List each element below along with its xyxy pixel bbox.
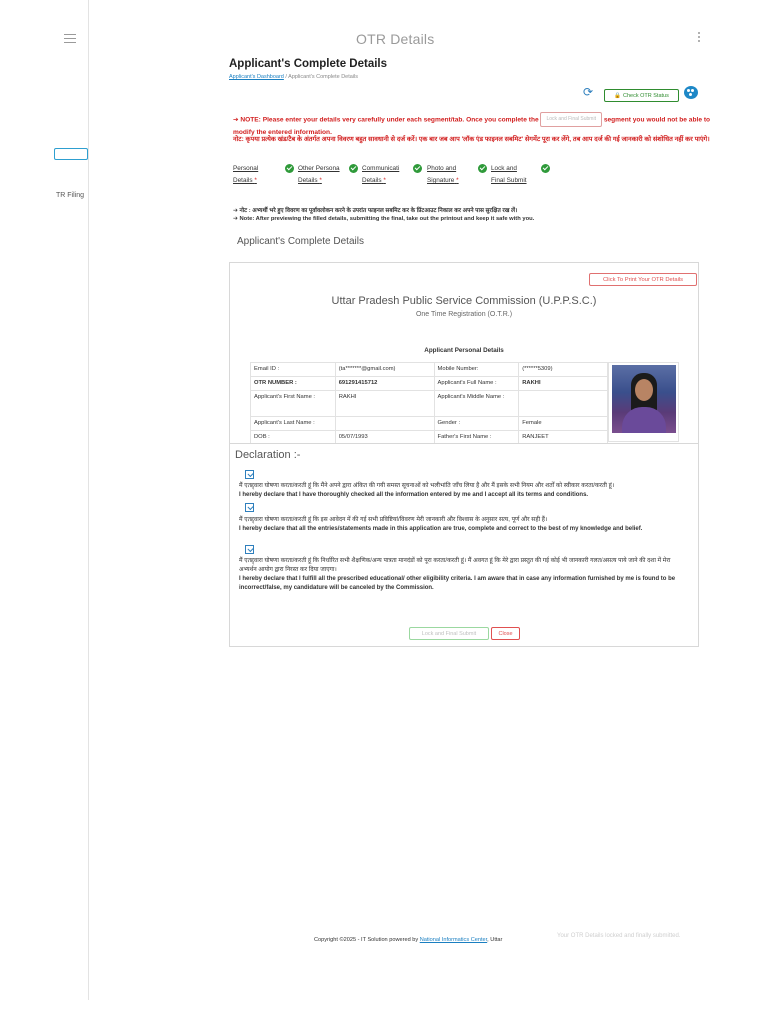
tab-other-personal-details[interactable]: Other Persona Details * [298, 165, 340, 184]
tab-communication-details[interactable]: Communicati Details * [362, 165, 400, 184]
declaration-checkbox-1[interactable] [245, 470, 254, 479]
footer-copyright [314, 937, 551, 943]
declaration-checkbox-3[interactable] [245, 545, 254, 554]
table-cell-value: RANJEET [519, 431, 608, 445]
applicant-photo-cell [608, 362, 679, 442]
organization-subtitle: One Time Registration (O.T.R.) [415, 311, 513, 318]
lock-icon: 🔒 [614, 92, 621, 99]
sidebar-search-box[interactable] [54, 148, 88, 160]
table-cell-label: Applicant's First Name : [251, 391, 336, 417]
segment-tabs [233, 163, 563, 187]
table-cell-label: DOB : [251, 431, 336, 445]
breadcrumb [229, 74, 358, 80]
table-row [251, 377, 608, 391]
declaration-1-hindi: मैं एतद्द्वारा घोषणा करता/करती हूं कि मैंने अपने द्वारा अंकित की गयी समस्त सूचनाओं को भलीभांति जाँच लिया है और मैं इसके सभी नियम और शर्तों को स्वीकार करता/करती हूं। [239, 483, 615, 489]
check-otr-status-button[interactable] [604, 89, 679, 102]
table-row [251, 391, 608, 417]
table-cell-label: Mobile Number: [434, 363, 519, 377]
check-circle-icon [478, 164, 487, 173]
sidebar [0, 0, 89, 1000]
table-cell-label: Email ID : [251, 363, 336, 377]
table-cell-label: Applicant's Full Name : [434, 377, 519, 391]
app-title: OTR Details [356, 31, 435, 47]
personal-details-heading: Applicant Personal Details [424, 347, 504, 354]
print-otr-details-button[interactable]: Click To Print Your OTR Details [589, 273, 697, 286]
table-cell-value: 691291415712 [335, 377, 434, 391]
table-cell-value: Female [519, 417, 608, 431]
check-circle-icon [541, 164, 550, 173]
table-cell-value: RAKHI [335, 391, 434, 417]
note-en-part2: segment you would not be able to modify the entered information. [233, 116, 711, 136]
note-hindi: नोट: कृपया प्रत्येक खंड/टैब के अंतर्गत अपना विवरण बहुत सावधानी से दर्ज करें। एक बार जब आप 'लॉक एंड फाइनल सबमिट' सेगमेंट पूरा कर लेंगे, तब आप दर्ज की गई जानकारी को संशोधित नहीं कर पाएंगे। [233, 136, 710, 143]
table-cell-label: Father's First Name : [434, 431, 519, 445]
hamburger-menu-icon[interactable] [64, 34, 76, 43]
organization-name: Uttar Pradesh Public Service Commission (U.P.P.S.C.) [331, 295, 597, 307]
declaration-3-hindi: मैं एतद्द्वारा घोषणा करता/करती हूं कि निर्धारित सभी शैक्षणिक/अन्य पात्रता मानदंडों को पूरा करता/करती हूं। मैं अवगत हूं कि मेरे द्वारा प्रस्तुत की गई कोई भी जानकारी गलत/असत्य पाये जाने की दशा में मेरा अभ्यर्थन आयोग द्वारा निरस्त कर दिया जाएगा। [239, 558, 671, 573]
declaration-title: Declaration :- [235, 449, 301, 461]
sidebar-item-otr-filing[interactable]: TR Filing [56, 192, 85, 199]
table-cell-label: Applicant's Middle Name : [434, 391, 519, 417]
close-button[interactable]: Close [491, 627, 520, 640]
table-cell-value: (******5309) [519, 363, 608, 377]
table-cell-label: OTR NUMBER : [251, 377, 336, 391]
check-otr-status-label: Check OTR Status [623, 92, 669, 99]
tab-photo-and-signature[interactable]: Photo and Signature * [427, 165, 459, 184]
check-circle-icon [349, 164, 358, 173]
table-cell-value: 05/07/1993 [335, 431, 434, 445]
section-title: Applicant's Complete Details [237, 236, 364, 247]
declaration-2-english: I hereby declare that all the entries/statements made in this application are true, complete and correct to the best of my knowledge and belief. [239, 526, 643, 532]
tab-personal-details[interactable]: Personal Details * [233, 165, 259, 184]
personal-details-table [250, 362, 608, 445]
table-cell-value [519, 391, 608, 417]
applicant-photo [612, 365, 676, 433]
table-cell-value [335, 417, 434, 431]
breadcrumb-dashboard-link[interactable]: Applicant's Dashboard [229, 74, 284, 80]
footer-prefix: Copyright ©2025 - IT Solution powered by [314, 937, 420, 943]
table-cell-value: (ta*******@gmail.com) [335, 363, 434, 377]
check-circle-icon [413, 164, 422, 173]
footer-suffix: , Uttar [487, 937, 503, 943]
table-cell-label: Gender : [434, 417, 519, 431]
more-options-icon[interactable] [697, 32, 701, 44]
after-preview-note-hindi: ➔ नोट : अभ्यर्थी भरे हुए विवरण का पूर्वावलोकन करने के उपरांत फाइनल सबमिट कर के प्रिंटआउट निकाल कर अपने पास सुरक्षित रख लें। [233, 208, 518, 214]
declaration-3-english: I hereby declare that I fulfill all the prescribed educational/ other eligibility criteria. I am aware that in case any information furnished by me is found to be incorrect/false, my candidature will be canceled by the Commission. [239, 576, 676, 591]
note-en-part1: ➔ NOTE: Please enter your details very carefully under each segment/tab. Once you complete the [233, 116, 539, 124]
theme-palette-icon[interactable] [684, 86, 698, 99]
table-row [251, 363, 608, 377]
breadcrumb-current: Applicant's Complete Details [288, 74, 359, 80]
declaration-2-hindi: मैं एतद्द्वारा घोषणा करता/करती हूं कि इस आवेदन में की गई सभी प्रविष्टियां/विवरण मेरी जानकारी और विश्वास के अनुसार सत्य, पूर्ण और सही हैं। [239, 517, 548, 523]
declaration-checkbox-2[interactable] [245, 503, 254, 512]
note-lock-final-submit-button[interactable]: Lock and Final Submit [540, 112, 601, 127]
table-cell-value: RAKHI [519, 377, 608, 391]
declaration-modal [229, 443, 699, 647]
tab-lock-and-final-submit[interactable]: Lock and Final Submit [491, 165, 527, 184]
page-title: Applicant's Complete Details [229, 58, 388, 70]
check-circle-icon [285, 164, 294, 173]
lock-and-final-submit-button[interactable]: Lock and Final Submit [409, 627, 489, 640]
otr-preview-panel[interactable] [229, 262, 699, 447]
breadcrumb-separator: / [285, 74, 287, 80]
refresh-icon[interactable]: ⟳ [583, 85, 594, 99]
declaration-1-english: I hereby declare that I have thoroughly checked all the information entered by me and I accept all its terms and conditions. [239, 492, 589, 498]
after-preview-note-english: ➔ Note: After previewing the filled details, submitting the final, take out the printout and keep it safe with you. [233, 216, 535, 222]
footer-nic-link[interactable]: National Informatics Center [419, 937, 488, 943]
after-preview-note [233, 207, 713, 223]
toast-message: Your OTR Details locked and finally submitted. [557, 933, 681, 939]
table-row [251, 417, 608, 431]
table-cell-label: Applicant's Last Name : [251, 417, 336, 431]
